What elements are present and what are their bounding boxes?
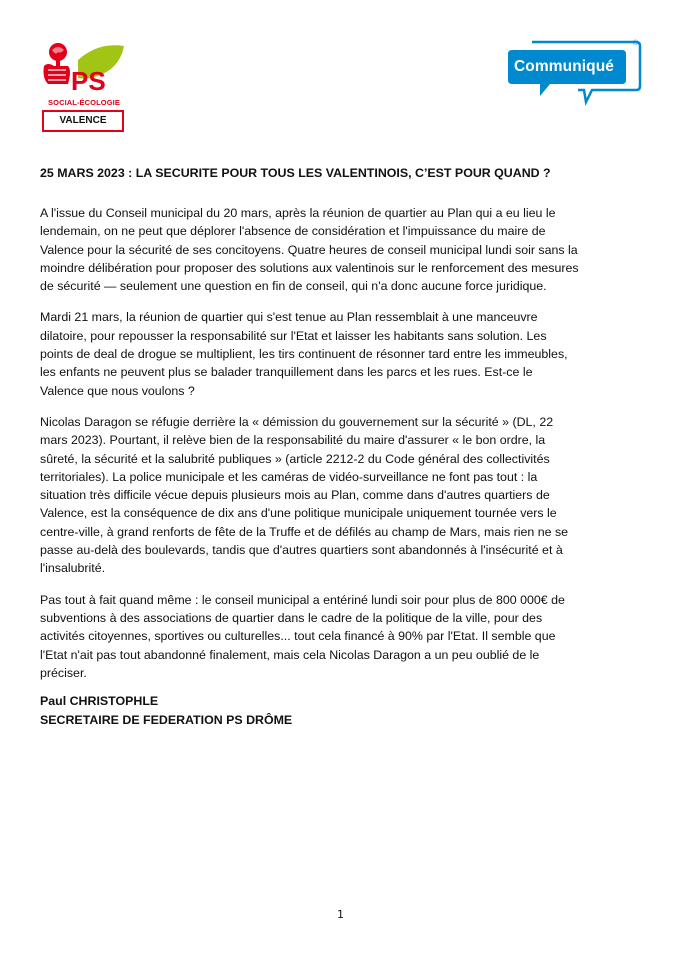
communique-logo (508, 40, 644, 106)
paragraph: Mardi 21 mars, la réunion de quartier qui s'est tenue au Plan ressemblait à une manceuvre dilatoire, pour repousser la responsabilité sur l'Etat et laisser les habitants sans solution. Les points de deal de drogue se multiplient, les tirs continuent de résonner tard entre les immeubles, les enfants ne peuvent plus se balader tranquillement dans les parcs et les rues. Est-ce le Valence que nous voulons ? (40, 310, 568, 398)
page-number: 1 (337, 908, 344, 921)
signature-block (40, 692, 292, 729)
paragraph: Nicolas Daragon se réfugie derrière la « démission du gouvernement sur la sécurité » (DL, 22 mars 2023). Pourtant, il relève bien de la responsabilité du maire d'assurer « le bon ordre, la sûreté, la sécurité et la salubrité publiques » (article 2212-2 du Code général des collectivités territoriales). La police municipale et les caméras de vidéo-surveillance ne font pas tout : la situation très difficile vécue depuis plusieurs mois au Plan, comme dans d'autres quartiers de Valence, est la conséquence de dix ans d'une politique municipale uniquement tournée vers le centre-ville, à grand renforts de fête de la Truffe et de défilés au champ de Mars, mais rien ne se passe au-delà des boulevards, tandis que d'autres quartiers sont abandonnés à l'insécurité et à l'insalubrité. (40, 414, 569, 576)
page-title: 25 MARS 2023 : LA SECURITE POUR TOUS LES VALENTINOIS, C’EST POUR QUAND ? (40, 166, 551, 180)
paragraph: Pas tout à fait quand même : le conseil municipal a entériné lundi soir pour plus de 800 000€ de subventions à des associations de quartier dans le cadre de la politique de la ville, pour des activités citoyennes, sportives ou culturelles... tout cela financé à 90% par l'Etat. Il semble que l'Etat n'ait pas tout abandonné finalement, mais cela Nicolas Daragon a un peu oublié de le préciser. (40, 592, 565, 680)
registered-mark: ® (633, 40, 639, 47)
signatory-name: Paul CHRISTOPHLE (40, 694, 159, 708)
signatory-role: SECRETAIRE DE FEDERATION PS DRÔME (40, 712, 293, 727)
ps-city-label: VALENCE (42, 110, 124, 132)
ps-rose-fist-emblem (38, 40, 130, 100)
ps-tagline: SOCIAL-ÉCOLOGIE (48, 98, 120, 107)
communique-text: Communiqué (514, 58, 615, 75)
press-release-body (40, 204, 648, 695)
ps-letters: PS (71, 66, 106, 96)
paragraph: A l'issue du Conseil municipal du 20 mars, après la réunion de quartier au Plan qui a eu lieu le lendemain, on ne peut que déplorer l'absence de considération et l'impuissance du maire de Valence pour la sécurité de ses concitoyens. Quatre heures de conseil municipal lundi soir sans la moindre délibération pour proposer des solutions aux valentinois sur le renforcement des mesures de sécurité — seulement une question en fin de conseil, qui n'a donc aucune force juridique. (40, 206, 579, 294)
ps-valence-logo (38, 40, 130, 136)
